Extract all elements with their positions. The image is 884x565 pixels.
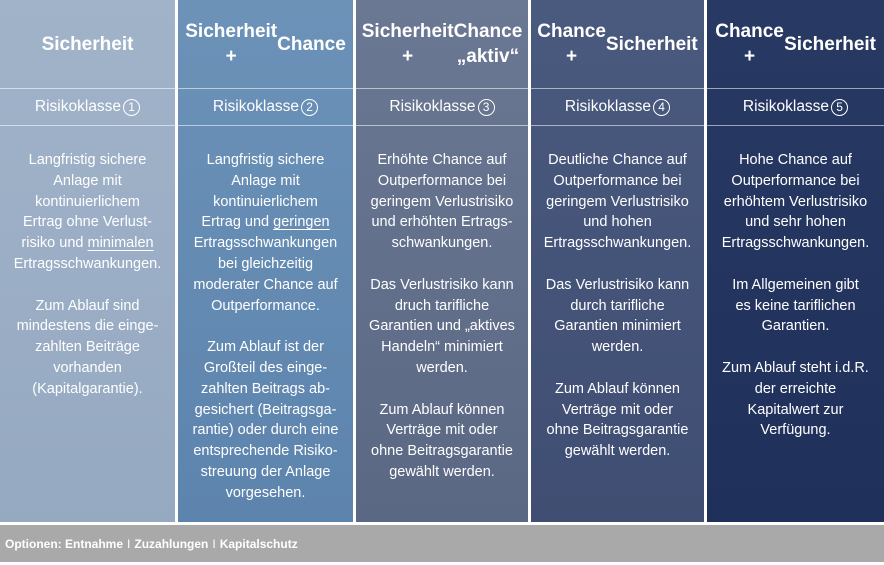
description-line: gewählt werden.: [389, 463, 495, 480]
column-title-line: Sicherheit: [41, 33, 134, 55]
description-line: Outperformance bei: [377, 172, 507, 189]
description-line: Das Verlustrisiko kann: [545, 276, 690, 293]
description-line: Ertragsschwankungen.: [543, 235, 692, 252]
description-line: Ertragsschwankungen.: [13, 255, 162, 272]
column-title: [178, 0, 353, 88]
underlined-text: minimalen: [87, 235, 154, 252]
description-line: Hohe Chance auf: [739, 152, 852, 168]
options-footer: [0, 525, 884, 562]
description-line: Verträge mit oder: [561, 401, 674, 418]
description-line: bei gleichzeitig: [217, 255, 314, 272]
description-line: entsprechende Risiko-: [193, 443, 338, 460]
description-paragraph: [186, 150, 345, 316]
description-line: vorgesehen.: [225, 484, 306, 501]
description-line: Zum Ablauf ist der: [207, 339, 324, 356]
description-paragraph: [539, 379, 696, 462]
description-line: werden.: [416, 359, 468, 376]
risk-class: [356, 89, 528, 125]
description-line: Kapitalwert zur: [747, 401, 844, 418]
description-line: Erhöhte Chance auf: [377, 152, 507, 168]
description-line: Zum Ablauf sind: [35, 297, 140, 314]
description-line: Zum Ablauf steht i.d.R.: [722, 359, 869, 376]
description-paragraph: [364, 150, 520, 254]
description-line: Langfristig sichere: [28, 152, 147, 168]
description-line: Verträge mit oder: [386, 422, 498, 439]
column-title-line: Sicherheit: [784, 33, 876, 55]
description-line: Outperformance bei: [731, 172, 860, 189]
column-title: [707, 0, 884, 88]
description-paragraph: [539, 150, 696, 254]
description-paragraph: [8, 296, 167, 400]
description-line: gesichert (Beitragsga-: [194, 401, 337, 418]
description-line: rantie) oder durch eine: [192, 422, 339, 439]
column-title-line: Sicherheit +: [185, 21, 278, 67]
column-title: [0, 0, 175, 88]
risk-class-label: Risikoklasse: [212, 98, 300, 115]
description-line: erhöhtem Verlustrisiko: [723, 193, 868, 210]
column-4: [531, 0, 704, 522]
description-line: Outperformance.: [211, 297, 320, 314]
risk-class-number: 2: [301, 99, 318, 116]
column-description: [178, 126, 353, 504]
description-line: gewählt werden.: [564, 443, 671, 460]
description-line: [21, 235, 153, 251]
column-1: [0, 0, 175, 522]
column-title-line: Chance: [277, 33, 346, 55]
description-line: der erreichte: [754, 380, 837, 397]
description-line: und hohen: [583, 214, 652, 231]
footer-separator: I: [127, 536, 131, 551]
column-5: [707, 0, 884, 522]
description-line: es keine tariflichen: [735, 297, 856, 314]
description-line: vorhanden: [53, 359, 122, 376]
description-line: moderater Chance auf: [193, 276, 338, 293]
risk-class-label: Risikoklasse: [742, 98, 830, 115]
description-line: mindestens die einge-: [16, 318, 159, 335]
column-title-line: Chance +: [715, 21, 784, 67]
risk-class: [0, 89, 175, 125]
footer-item: Entnahme: [65, 536, 124, 551]
description-line: Ertrag ohne Verlust-: [23, 214, 152, 231]
footer-separator: I: [212, 536, 216, 551]
column-title-line: Sicherheit: [605, 33, 698, 55]
footer-label: Optionen:: [5, 536, 62, 551]
description-line: schwankungen.: [391, 235, 493, 252]
description-line: geringem Verlustrisiko: [546, 193, 689, 210]
description-line: werden.: [591, 339, 644, 356]
risk-class: [178, 89, 353, 125]
description-line: [201, 214, 329, 230]
description-line: und erhöhten Ertrags-: [371, 214, 513, 231]
description-line: geringem Verlustrisiko: [370, 193, 514, 210]
column-description: [707, 126, 884, 441]
description-line: Handeln“ minimiert: [381, 339, 503, 356]
risk-class: [531, 89, 704, 125]
description-line: zahlten Beiträge: [35, 339, 140, 356]
description-line: Zum Ablauf können: [379, 401, 505, 418]
risk-class-number: 5: [831, 99, 848, 116]
risk-class: [707, 89, 884, 125]
description-line: Großteil des einge-: [203, 359, 328, 376]
description-line: (Kapitalgarantie).: [32, 380, 143, 397]
description-line: Anlage mit: [231, 172, 300, 189]
risk-class-label: Risikoklasse: [564, 98, 652, 115]
description-paragraph: [186, 337, 345, 503]
description-line: Im Allgemeinen gibt: [732, 276, 859, 293]
risk-class-number: 4: [653, 99, 670, 116]
risk-class-label: Risikoklasse: [389, 98, 476, 115]
risk-class-number: 1: [123, 99, 140, 116]
description-line: Anlage mit: [53, 172, 122, 189]
description-line: Ertragsschwankungen.: [721, 235, 870, 252]
column-2: [178, 0, 353, 522]
description-line: ohne Beitragsgarantie: [371, 443, 513, 460]
description-paragraph: [8, 150, 167, 275]
risk-class-label: Risikoklasse: [34, 98, 122, 115]
column-title-line: Chance „aktiv“: [453, 21, 523, 67]
column-description: [531, 126, 704, 462]
description-line: Verfügung.: [760, 422, 831, 439]
description-paragraph: [364, 400, 520, 483]
description-line: ohne Beitragsgarantie: [546, 422, 689, 439]
column-title: [531, 0, 704, 88]
description-paragraph: [715, 150, 876, 254]
description-line: zahlten Beitrags ab-: [201, 380, 330, 397]
text-part: Ertrag und: [201, 214, 274, 231]
description-line: druch tarifliche: [394, 297, 490, 314]
column-3: [356, 0, 528, 522]
column-title-line: Sicherheit +: [361, 21, 454, 67]
description-paragraph: [715, 358, 876, 441]
description-paragraph: [539, 275, 696, 358]
description-line: Deutliche Chance auf: [548, 152, 687, 168]
column-description: [0, 126, 175, 400]
description-line: streuung der Anlage: [200, 463, 331, 480]
description-line: Langfristig sichere: [206, 152, 325, 168]
description-line: Garantien und „aktives: [369, 318, 515, 335]
footer-item: Kapitalschutz: [219, 536, 298, 551]
description-paragraph: [715, 275, 876, 337]
description-line: Das Verlustrisiko kann: [370, 276, 514, 293]
footer-item: Zuzahlungen: [134, 536, 209, 551]
description-line: Garantien.: [761, 318, 830, 335]
description-line: Zum Ablauf können: [555, 380, 680, 397]
column-title-line: Chance +: [537, 21, 606, 67]
description-line: Ertragsschwankungen: [193, 235, 338, 252]
description-line: und sehr hohen: [745, 214, 846, 231]
description-line: Garantien minimiert: [554, 318, 681, 335]
text-part: risiko und: [21, 235, 88, 252]
risk-class-number: 3: [478, 99, 495, 116]
description-line: Outperformance bei: [553, 172, 682, 189]
description-line: kontinuierlichem: [213, 193, 318, 210]
description-line: durch tarifliche: [570, 297, 665, 314]
underlined-text: geringen: [273, 214, 330, 231]
description-paragraph: [364, 275, 520, 379]
column-title: [356, 0, 528, 88]
description-line: kontinuierlichem: [35, 193, 140, 210]
column-description: [356, 126, 528, 483]
